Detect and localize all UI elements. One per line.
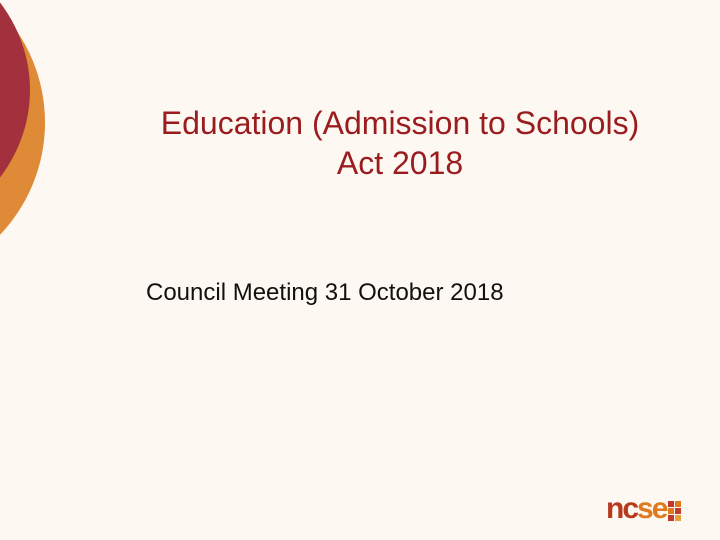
ncse-logo bbox=[606, 492, 681, 526]
slide-title-line-1: Education (Admission to Schools) bbox=[160, 105, 640, 141]
logo-wordmark: ncse bbox=[606, 492, 667, 525]
slide-subtitle: Council Meeting 31 October 2018 bbox=[146, 279, 504, 306]
logo-squares-icon bbox=[668, 501, 681, 521]
slide-title bbox=[120, 103, 680, 183]
slide-title-line-2: Act 2018 bbox=[336, 145, 464, 181]
